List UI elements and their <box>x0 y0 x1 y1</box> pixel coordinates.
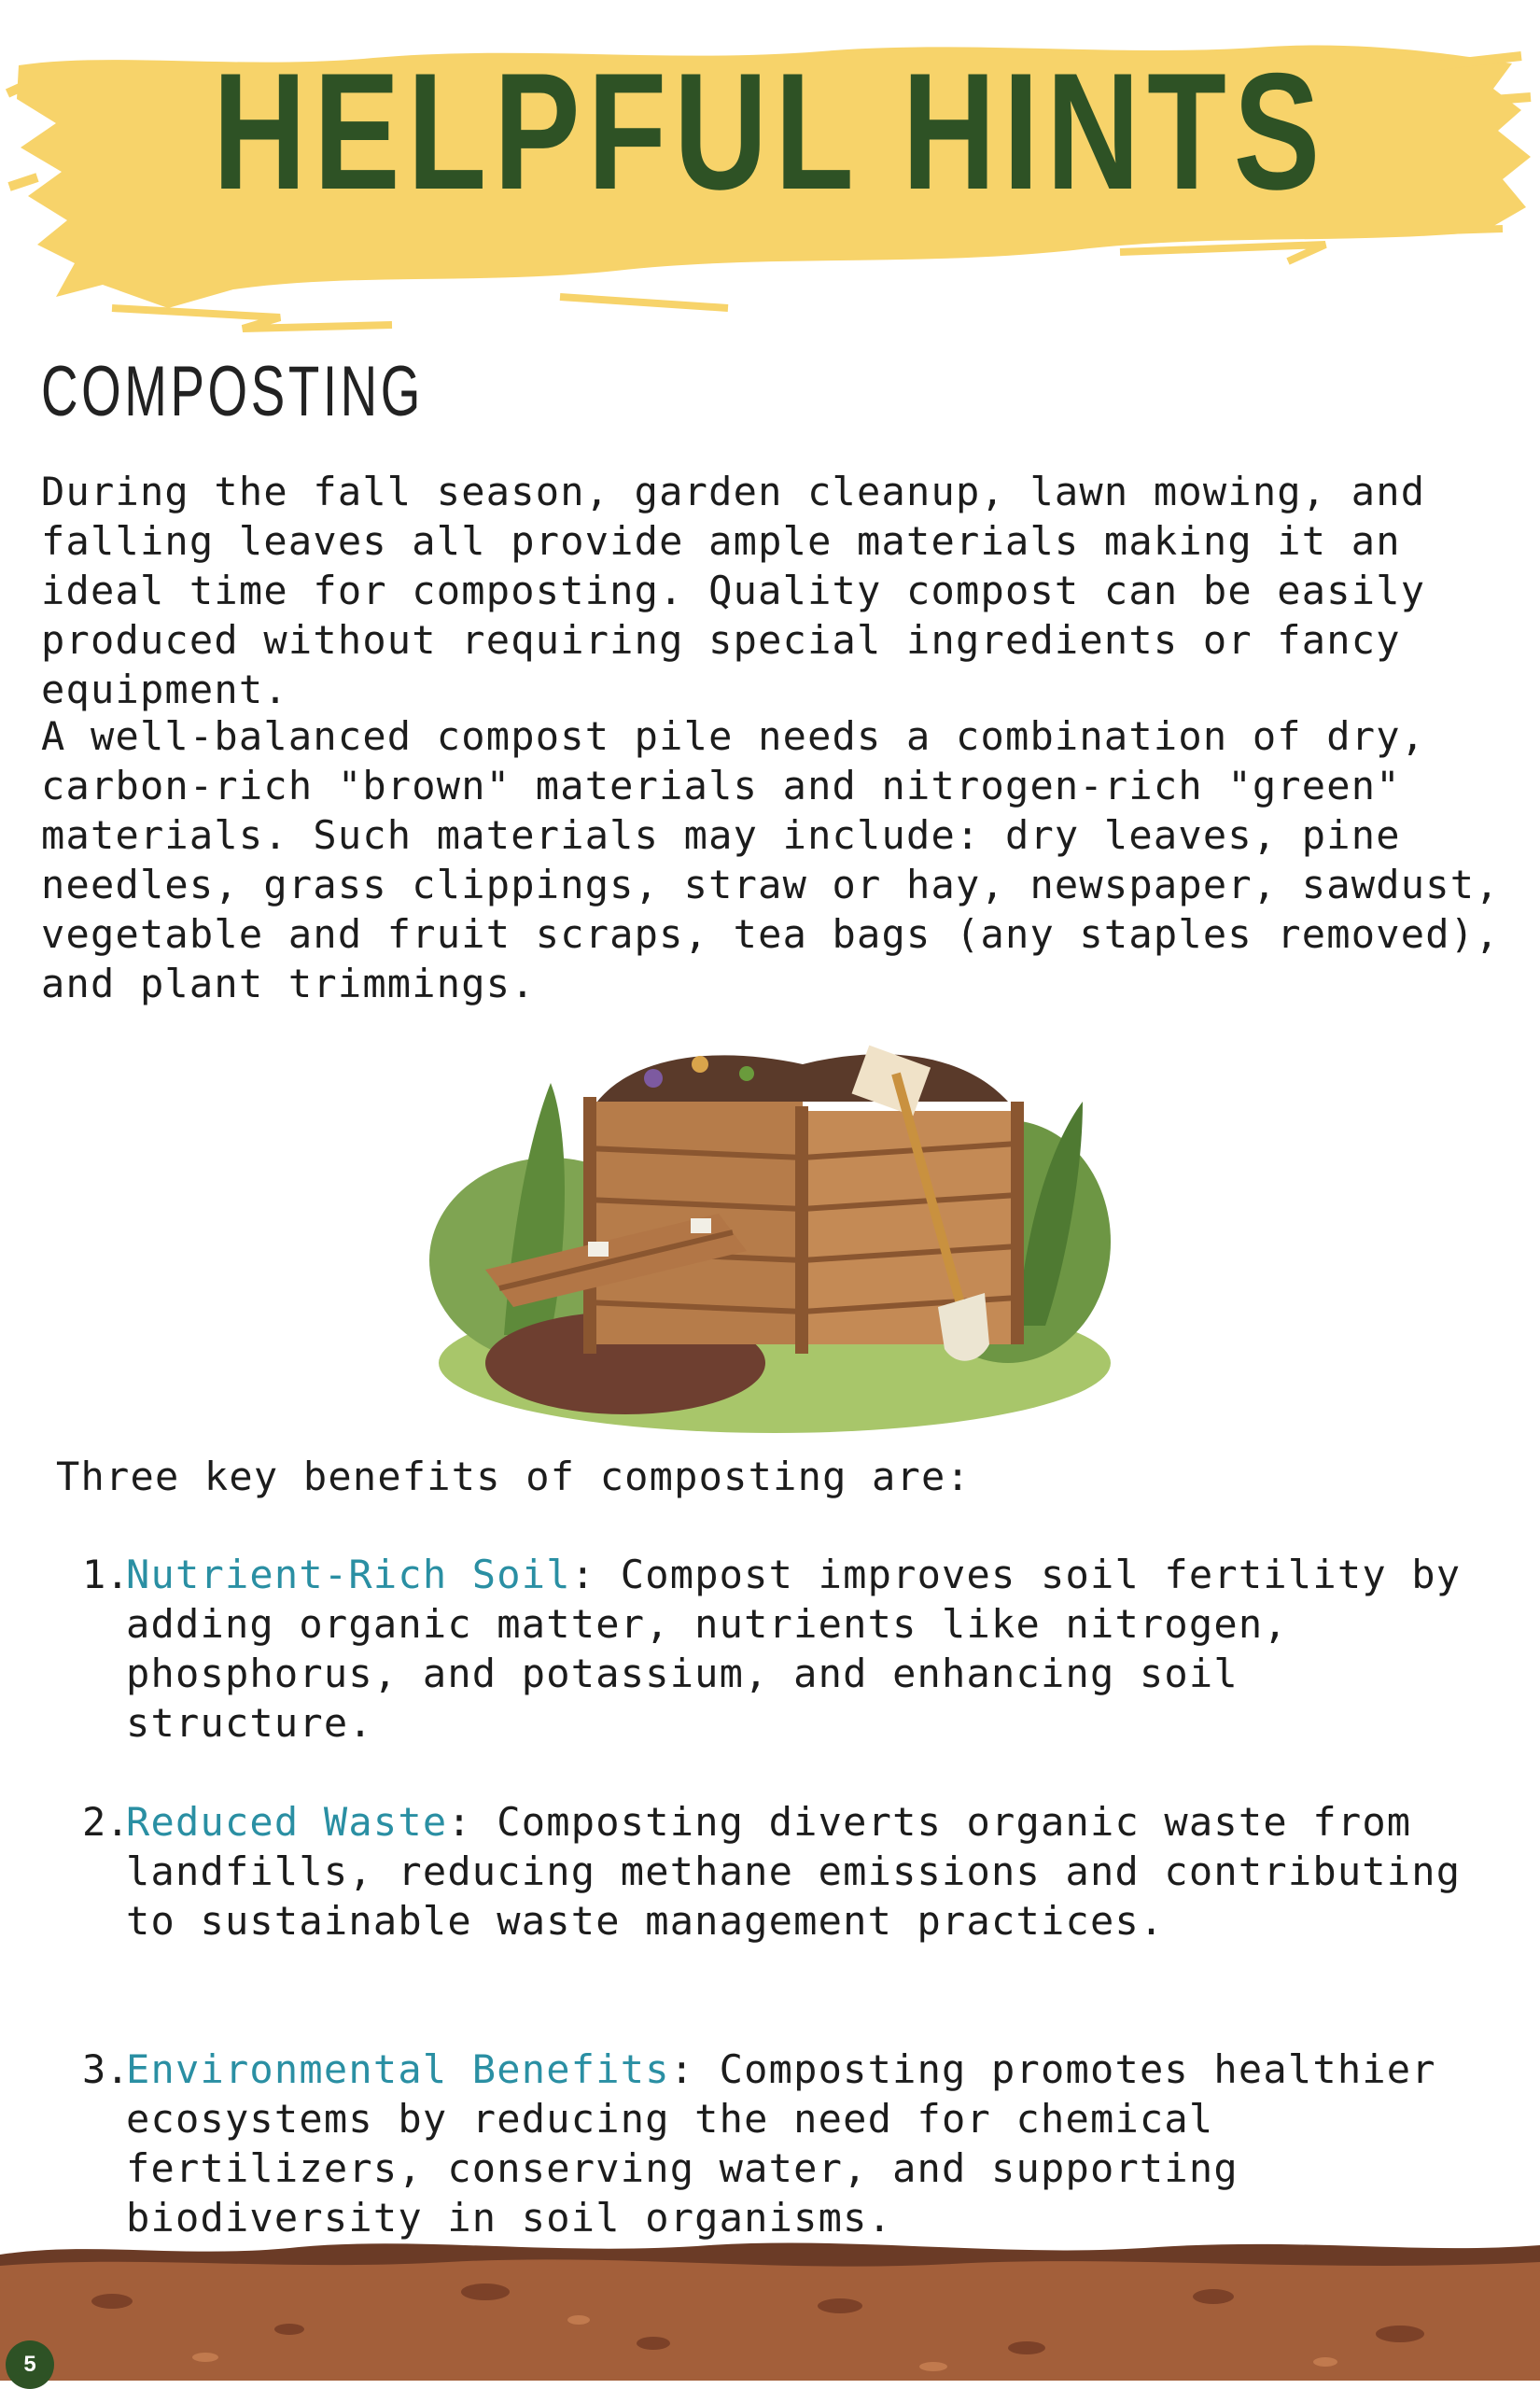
page-number-badge: 5 <box>6 2340 54 2389</box>
soil-footer-illustration <box>0 2236 1540 2381</box>
benefit-description: : Compost improves soil fertility by adding organic matter, nutrients like nitrogen, phosphorus, and potassium, and enhancing soil structure. <box>126 1552 1462 1746</box>
benefits-intro: Three key benefits of composting are: <box>56 1454 971 1499</box>
benefit-term: Reduced Waste <box>126 1799 448 1845</box>
list-number: 2. <box>82 1799 130 1845</box>
compost-bin-illustration <box>411 1027 1139 1438</box>
benefit-description: : Composting promotes healthier ecosystems by reducing the need for chemical fertilizers, conserving water, and supporting biodiversity in soil organisms. <box>126 2046 1436 2241</box>
list-item-text <box>126 1797 1507 1946</box>
list-item-text <box>126 2045 1507 2242</box>
title-banner <box>0 0 1540 364</box>
page-title: HELPFUL HINTS <box>212 38 1328 224</box>
intro-paragraph: During the fall season, garden cleanup, lawn mowing, and falling leaves all provide ample materials making it an ideal time for composting. Quality compost can be easily produced without requiring special ingredients or fancy equipment. <box>41 469 1426 712</box>
benefit-term: Environmental Benefits <box>126 2046 670 2092</box>
benefit-description: : Composting diverts organic waste from landfills, reducing methane emissions and contributing to sustainable waste management practices. <box>126 1799 1462 1944</box>
section-heading: COMPOSTING <box>41 352 424 431</box>
materials-paragraph: A well-balanced compost pile needs a combination of dry, carbon-rich "brown" materials and nitrogen-rich "green" materials. Such materials may include: dry leaves, pine needles, grass clippings, straw or hay, newspaper, sawdust, vegetable and fruit scraps, tea bags (any staples removed), and plant trimmings. <box>41 713 1500 1006</box>
list-number: 3. <box>82 2046 130 2092</box>
list-item-text <box>126 1550 1507 1748</box>
benefit-term: Nutrient-Rich Soil <box>126 1552 571 1597</box>
list-number: 1. <box>82 1552 130 1597</box>
